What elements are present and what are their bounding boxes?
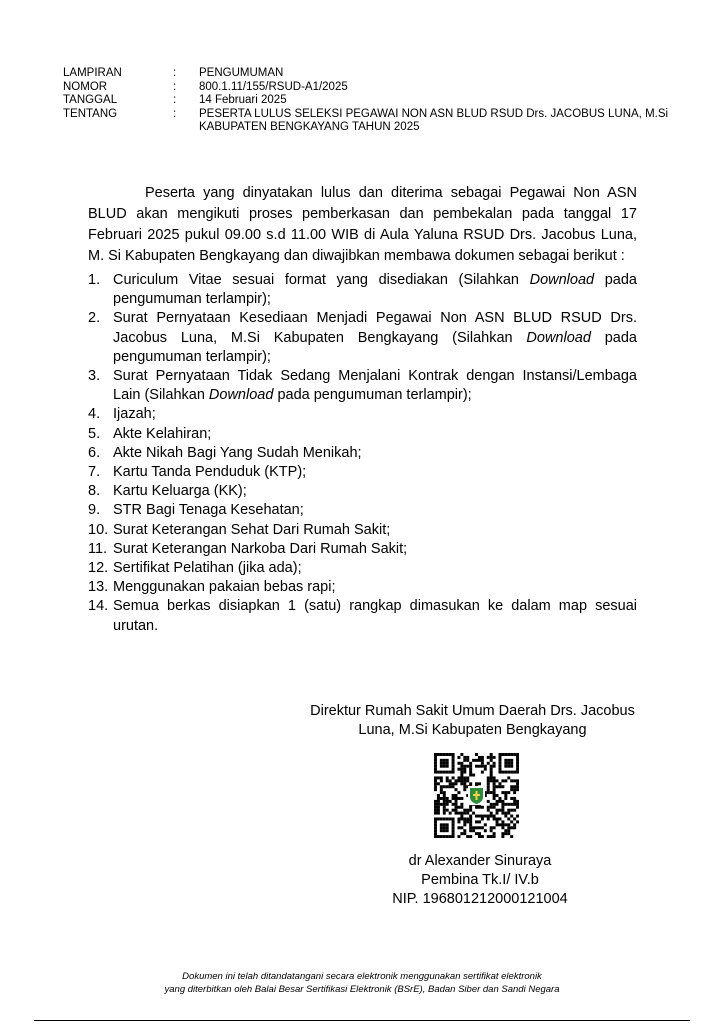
header-value: PESERTA LULUS SELEKSI PEGAWAI NON ASN BLUD RSUD Drs. JACOBUS LUNA, M.Si KABUPATEN BENGKAYANG TAHUN 2025 — [199, 107, 669, 134]
signatory-title-line: Direktur Rumah Sakit Umum Daerah Drs. Jacobus — [310, 703, 635, 719]
download-word: Download — [529, 272, 595, 288]
list-item — [88, 444, 637, 463]
list-item-number: 13. — [88, 579, 109, 596]
list-item-number: 6. — [88, 444, 101, 461]
list-item-text: Kartu Keluarga (KK); — [113, 483, 247, 500]
header-row-lampiran — [63, 67, 679, 81]
document-requirements-list — [88, 271, 637, 636]
header-value: 800.1.11/155/RSUD-A1/2025 — [199, 80, 348, 93]
header-separator: : — [173, 107, 177, 120]
header-value: 14 Februari 2025 — [199, 94, 287, 107]
list-item — [88, 463, 637, 482]
list-item-text: Sertifikat Pelatihan (jika ada); — [113, 560, 302, 577]
header-separator: : — [173, 80, 177, 93]
list-item — [88, 405, 637, 424]
header-row-nomor — [63, 81, 679, 95]
download-word: Download — [526, 329, 591, 346]
list-item-number: 1. — [88, 272, 101, 288]
intro-paragraph: Peserta yang dinyatakan lulus dan diterima sebagai Pegawai Non ASN BLUD akan mengikuti proses pemberkasan dan pembekalan pada tanggal 17 Februari 2025 pukul 09.00 s.d 11.00 WIB di Aula Yaluna RSUD Drs. Jacobus Luna, M. Si Kabupaten Bengkayang dan diwajibkan membawa dokumen sebagai berikut : — [88, 185, 637, 264]
header-separator: : — [173, 67, 177, 79]
list-item — [88, 309, 637, 367]
e-signature-disclaimer — [62, 971, 662, 996]
disclaimer-line: Dokumen ini telah ditandatangani secara elektronik menggunakan sertifikat elektronik — [182, 971, 542, 982]
list-item-number: 4. — [88, 406, 101, 423]
header-value: PENGUMUMAN — [199, 67, 284, 79]
list-item-text: Surat Pernyataan Kesediaan Menjadi Pegawai Non ASN BLUD RSUD Drs. Jacobus Luna, M.Si Kabupaten Bengkayang (Silahkan Download pada pengumuman terlampir); — [113, 310, 637, 365]
list-item-number: 12. — [88, 560, 109, 577]
list-item-number: 14. — [88, 598, 109, 615]
list-item-text: Surat Pernyataan Tidak Sedang Menjalani Kontrak dengan Instansi/Lembaga Lain (Silahkan Download pada pengumuman terlampir); — [113, 368, 637, 404]
list-item-number: 2. — [88, 310, 101, 327]
signatory-title — [300, 702, 645, 740]
list-item-text: Kartu Tanda Penduduk (KTP); — [113, 464, 307, 481]
list-item-text: Surat Keterangan Sehat Dari Rumah Sakit; — [113, 521, 391, 538]
qr-code-signature — [434, 753, 519, 838]
header-separator: : — [173, 94, 177, 107]
header-key: TANGGAL — [63, 94, 118, 107]
header-key: NOMOR — [63, 80, 108, 93]
list-item-number: 10. — [88, 521, 109, 538]
list-item-number: 7. — [88, 464, 101, 481]
list-item-number: 11. — [88, 540, 108, 557]
list-item-text: Curiculum Vitae sesuai format yang disediakan (Silahkan Download pada pengumuman terlampir); — [113, 272, 637, 308]
list-item-text: STR Bagi Tenaga Kesehatan; — [113, 502, 304, 519]
list-item — [88, 271, 637, 309]
header-row-tentang — [63, 108, 679, 135]
list-item — [88, 501, 637, 520]
header-key: LAMPIRAN — [63, 67, 122, 79]
list-item — [88, 521, 637, 540]
list-item-text: Menggunakan pakaian bebas rapi; — [113, 579, 336, 596]
header-row-tanggal — [63, 94, 679, 108]
list-item-number: 8. — [88, 483, 101, 500]
list-item-number: 9. — [88, 502, 101, 519]
signatory-block — [330, 852, 630, 909]
list-item-text: Surat Keterangan Narkoba Dari Rumah Sakit; — [113, 540, 408, 557]
document-header — [63, 67, 679, 135]
download-word: Download — [208, 387, 274, 404]
list-item — [88, 578, 637, 597]
list-item — [88, 425, 637, 444]
list-item-text: Ijazah; — [113, 406, 156, 423]
disclaimer-line: yang diterbitkan oleh Balai Besar Sertifikasi Elektronik (BSrE), Badan Siber dan Sandi Negara — [164, 983, 560, 995]
signatory-nip: NIP. 196801212000121004 — [392, 891, 568, 907]
list-item-text: Semua berkas disiapkan 1 (satu) rangkap dimasukan ke dalam map sesuai urutan. — [113, 598, 637, 634]
list-item — [88, 597, 637, 635]
list-item — [88, 559, 637, 578]
list-item-number: 5. — [88, 425, 101, 442]
list-item — [88, 540, 637, 559]
signatory-rank: Pembina Tk.I/ IV.b — [421, 872, 539, 888]
list-item — [88, 367, 637, 405]
list-item — [88, 482, 637, 501]
list-item-text: Akte Kelahiran; — [113, 425, 212, 442]
bottom-rule — [34, 1020, 690, 1021]
list-item-text: Akte Nikah Bagi Yang Sudah Menikah; — [113, 444, 362, 461]
list-item-number: 3. — [88, 368, 101, 385]
signatory-title-line: Luna, M.Si Kabupaten Bengkayang — [358, 722, 587, 738]
header-key: TENTANG — [63, 107, 118, 120]
signatory-name: dr Alexander Sinuraya — [408, 853, 552, 869]
